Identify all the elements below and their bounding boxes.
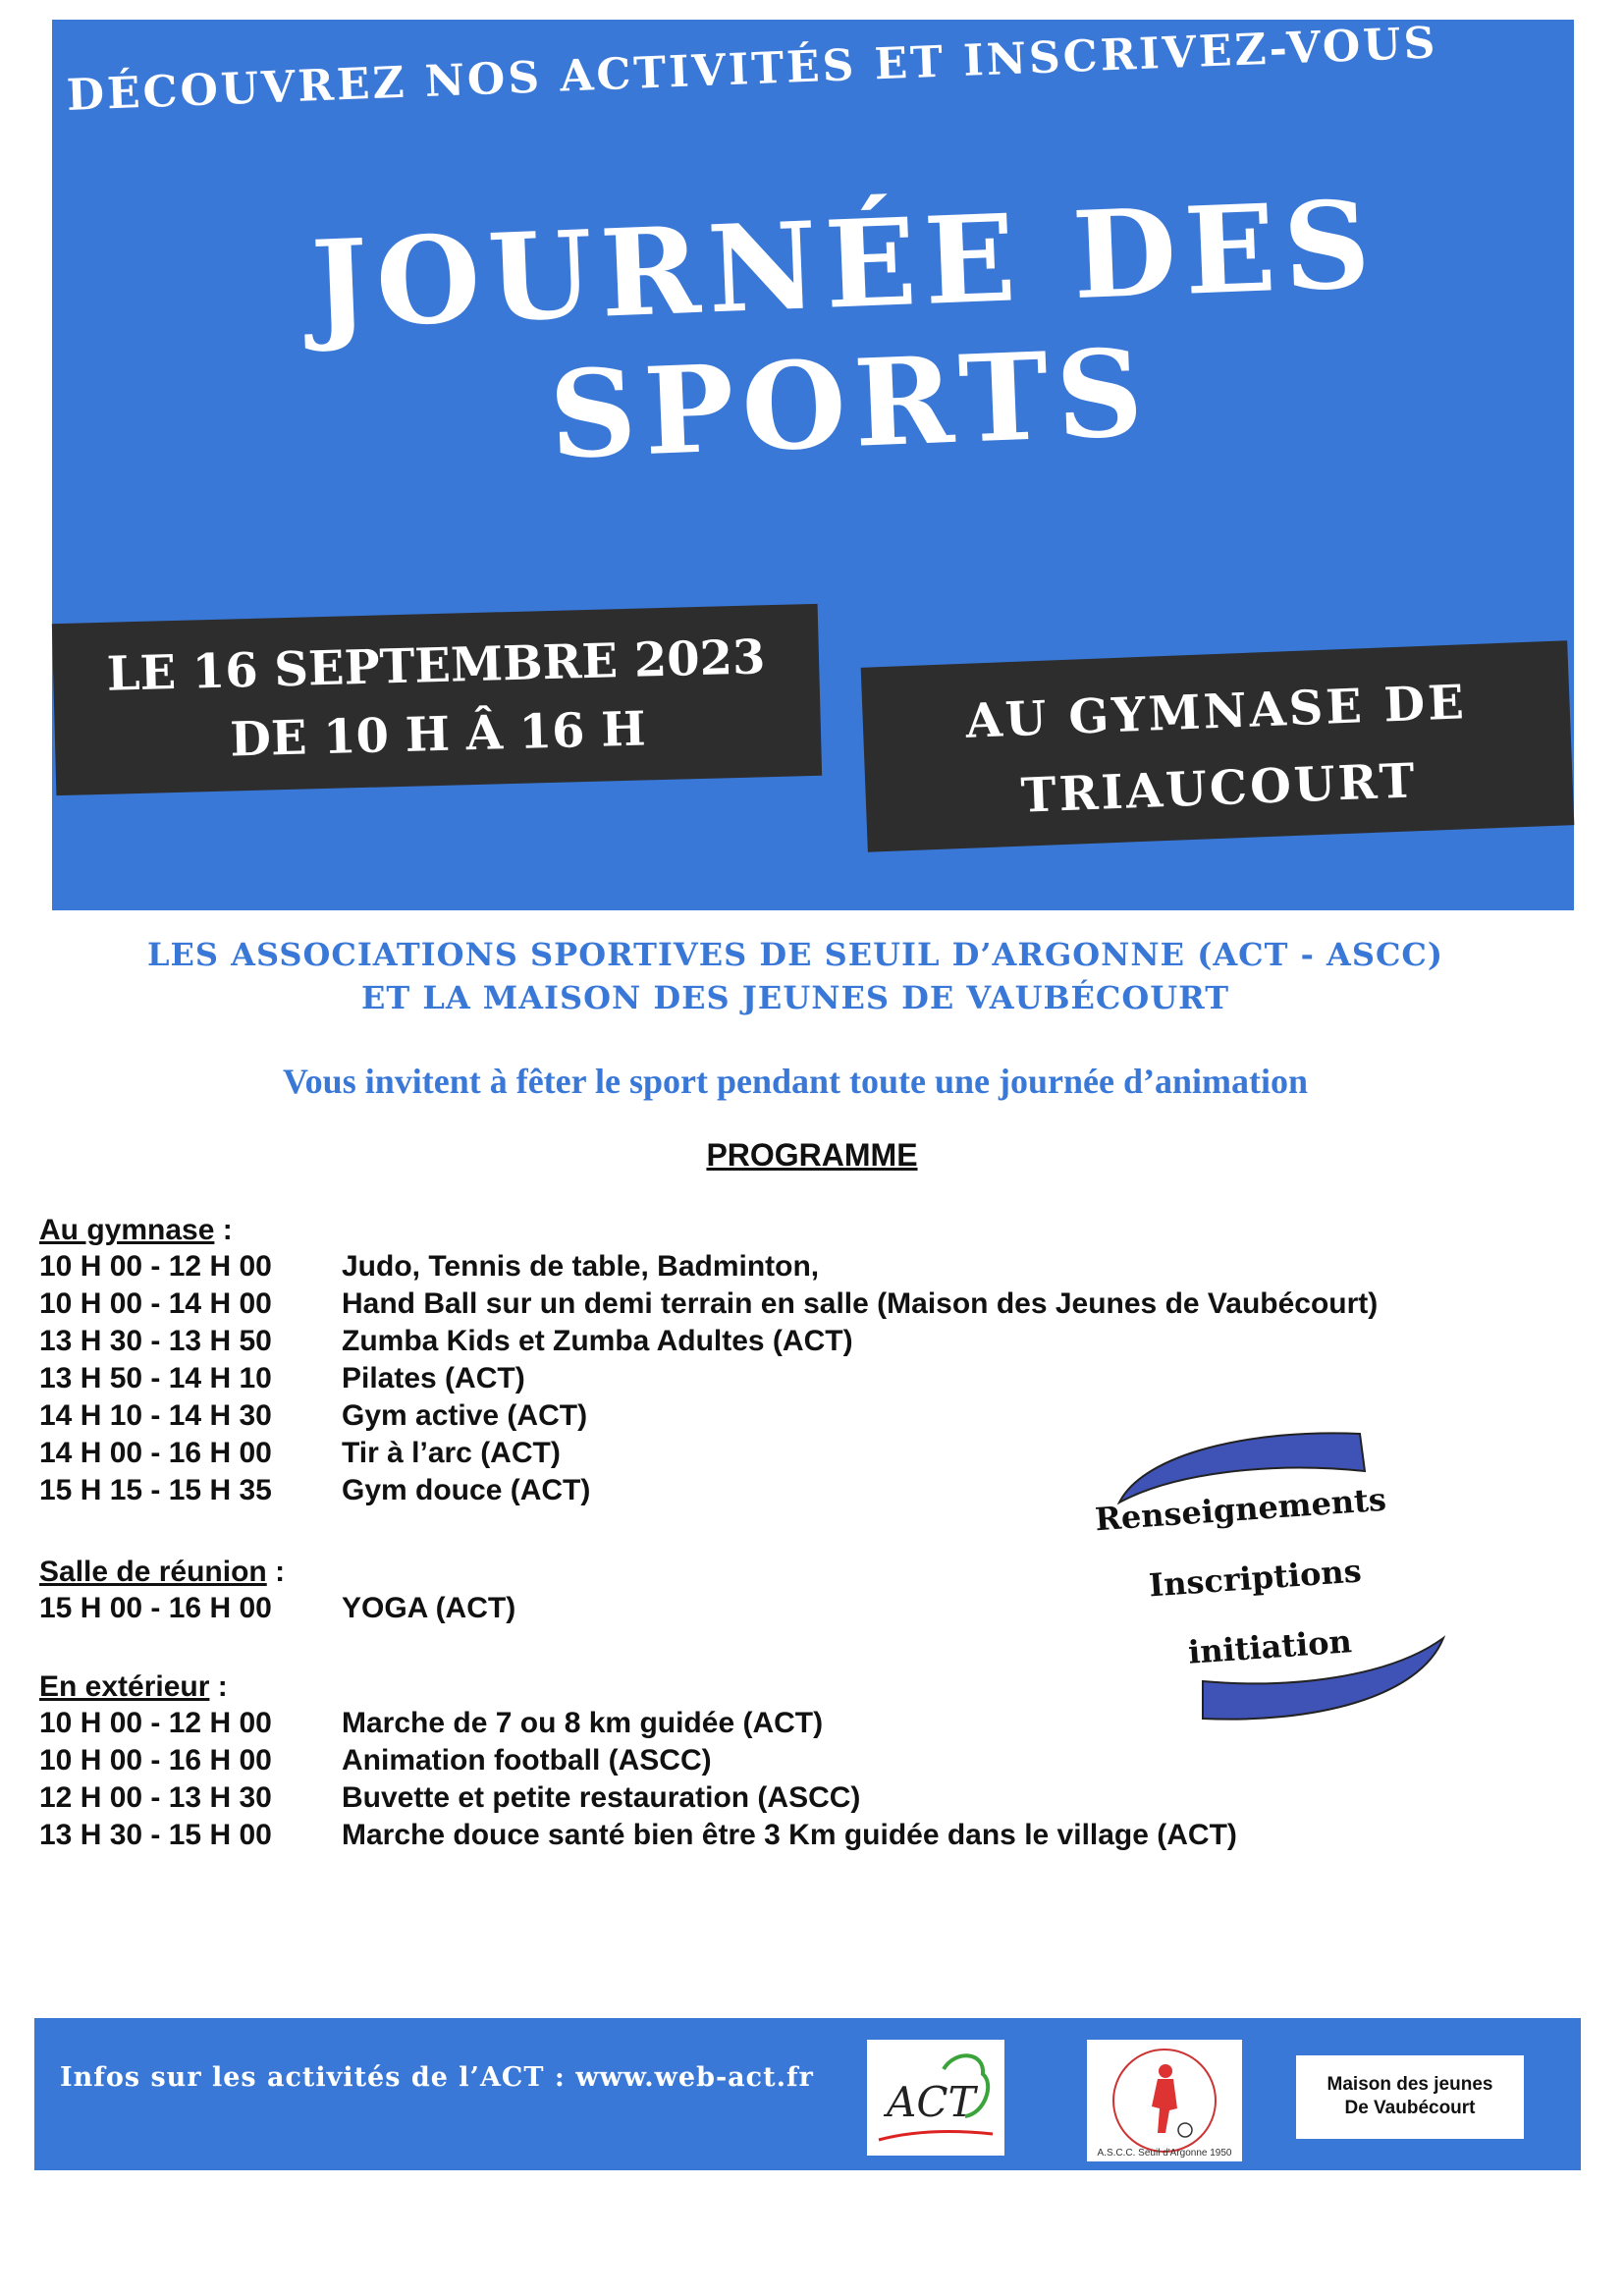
schedule-time: 15 H 15 - 15 H 35 bbox=[39, 1474, 272, 1506]
date-box bbox=[52, 604, 822, 795]
section-title-text: En extérieur bbox=[39, 1670, 210, 1703]
footer-info-text: Infos sur les activités de l’ACT : www.web-act.fr bbox=[60, 2062, 814, 2093]
schedule-row bbox=[39, 1779, 1237, 1817]
schedule-activity: Hand Ball sur un demi terrain en salle (Maison des Jeunes de Vaubécourt) bbox=[342, 1287, 1379, 1320]
section-title-colon: : bbox=[209, 1670, 228, 1703]
time-line: DE 10 H Â 16 H bbox=[229, 701, 647, 768]
schedule-time: 10 H 00 - 16 H 00 bbox=[39, 1744, 272, 1777]
info-line1: Renseignements bbox=[1094, 1480, 1387, 1539]
maison-des-jeunes-logo bbox=[1296, 2055, 1524, 2139]
section-title bbox=[39, 1669, 1237, 1705]
location-box bbox=[861, 640, 1575, 852]
info-line2: Inscriptions bbox=[1147, 1552, 1363, 1605]
schedule-activity: Pilates (ACT) bbox=[342, 1362, 525, 1394]
location-line1: AU GYMNASE DE bbox=[964, 675, 1468, 749]
schedule-time: 10 H 00 - 12 H 00 bbox=[39, 1250, 272, 1283]
programme-heading: PROGRAMME bbox=[706, 1137, 918, 1173]
schedule-time: 14 H 10 - 14 H 30 bbox=[39, 1399, 272, 1432]
schedule-activity: Gym douce (ACT) bbox=[342, 1474, 591, 1506]
schedule-time: 15 H 00 - 16 H 00 bbox=[39, 1592, 272, 1624]
mdj-line2: De Vaubécourt bbox=[1344, 2098, 1476, 2118]
date-line: LE 16 SEPTEMBRE 2023 bbox=[106, 629, 767, 702]
schedule-activity: YOGA (ACT) bbox=[342, 1592, 516, 1624]
act-logo-text: ACT bbox=[887, 2078, 976, 2126]
schedule-row bbox=[39, 1248, 1378, 1285]
schedule-time: 10 H 00 - 12 H 00 bbox=[39, 1707, 272, 1739]
invitation-text: Vous invitent à fêter le sport pendant toute une journée d’animation bbox=[282, 1062, 1309, 1101]
section-title bbox=[39, 1555, 515, 1590]
schedule-time: 13 H 50 - 14 H 10 bbox=[39, 1362, 272, 1394]
schedule-row bbox=[39, 1323, 1378, 1360]
info-line3: initiation bbox=[1186, 1622, 1353, 1671]
organizers bbox=[59, 933, 1532, 1019]
schedule-activity: Tir à l’arc (ACT) bbox=[342, 1437, 561, 1469]
schedule-time: 13 H 30 - 15 H 00 bbox=[39, 1819, 272, 1851]
schedule-row bbox=[39, 1742, 1237, 1779]
schedule-time: 10 H 00 - 14 H 00 bbox=[39, 1287, 272, 1320]
schedule-activity: Buvette et petite restauration (ASCC) bbox=[342, 1781, 861, 1814]
schedule-activity: Zumba Kids et Zumba Adultes (ACT) bbox=[342, 1325, 853, 1357]
event-title bbox=[224, 171, 1471, 497]
schedule-row bbox=[39, 1360, 1378, 1397]
schedule-activity: Gym active (ACT) bbox=[342, 1399, 588, 1432]
section-title bbox=[39, 1213, 1378, 1248]
ascc-logo-text: A.S.C.C. Seuil d'Argonne 1950 bbox=[1097, 2148, 1232, 2159]
event-title-line1: JOURNÉE DES bbox=[308, 173, 1380, 355]
organizers-line1: LES ASSOCIATIONS SPORTIVES DE SEUIL D’ARGONNE (ACT - ASCC) bbox=[146, 936, 1444, 973]
footer-banner bbox=[34, 2018, 1581, 2170]
schedule-time: 12 H 00 - 13 H 30 bbox=[39, 1781, 272, 1814]
schedule-time: 14 H 00 - 16 H 00 bbox=[39, 1437, 272, 1469]
schedule-activity: Marche douce santé bien être 3 Km guidée dans le village (ACT) bbox=[342, 1819, 1237, 1851]
ascc-logo bbox=[1087, 2040, 1242, 2161]
schedule-row bbox=[39, 1590, 515, 1627]
section-title-colon: : bbox=[266, 1556, 286, 1588]
section-exterieur bbox=[39, 1669, 1237, 1854]
info-badge bbox=[1065, 1414, 1478, 1748]
organizers-line2: ET LA MAISON DES JEUNES DE VAUBÉCOURT bbox=[360, 979, 1229, 1016]
hero-tagline: DÉCOUVREZ NOS ACTIVITÉS ET INSCRIVEZ-VOUS bbox=[66, 18, 1439, 121]
act-logo bbox=[867, 2040, 1004, 2156]
schedule-row bbox=[39, 1817, 1237, 1854]
schedule-row bbox=[39, 1705, 1237, 1742]
section-reunion bbox=[39, 1555, 515, 1627]
section-title-text: Au gymnase bbox=[39, 1214, 215, 1246]
schedule-activity: Marche de 7 ou 8 km guidée (ACT) bbox=[342, 1707, 824, 1739]
section-title-colon: : bbox=[214, 1214, 233, 1246]
schedule-row bbox=[39, 1285, 1378, 1323]
location-line2: TRIAUCOURT bbox=[1019, 753, 1419, 824]
schedule-time: 13 H 30 - 13 H 50 bbox=[39, 1325, 272, 1357]
section-title-text: Salle de réunion bbox=[39, 1556, 267, 1588]
mdj-line1: Maison des jeunes bbox=[1326, 2074, 1493, 2095]
event-title-line2: SPORTS bbox=[547, 321, 1154, 486]
schedule-activity: Animation football (ASCC) bbox=[342, 1744, 712, 1777]
schedule-activity: Judo, Tennis de table, Badminton, bbox=[342, 1250, 820, 1283]
